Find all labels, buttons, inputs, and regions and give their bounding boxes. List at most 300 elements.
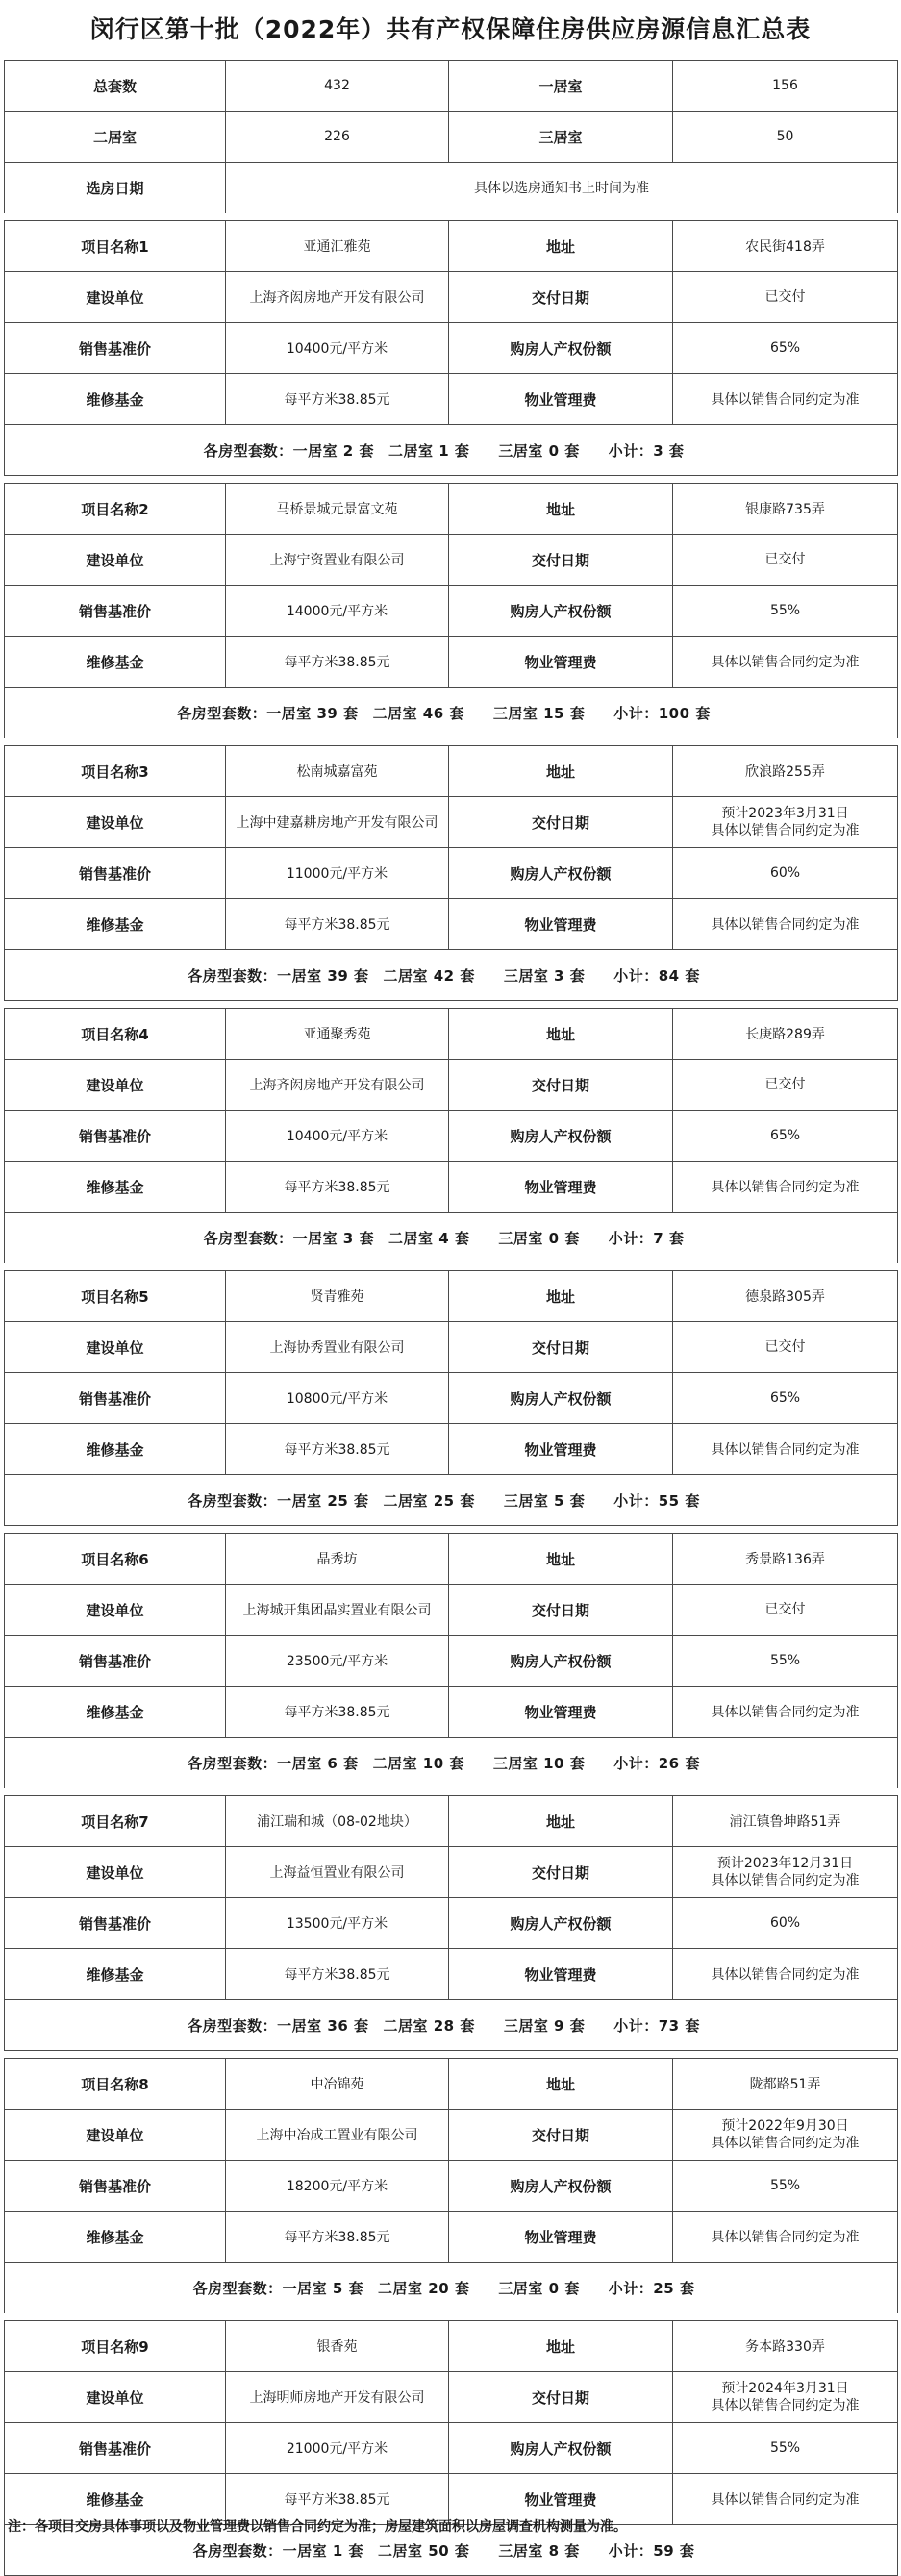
subtotal-value: 59 套 — [653, 2541, 695, 2560]
count-prefix: 各房型套数： — [188, 1491, 278, 1510]
subtotal-prefix: 小计： — [613, 1491, 659, 1510]
price-label: 销售基准价 — [5, 323, 226, 374]
three-bed-count: 三居室 9 套 — [503, 2016, 586, 2035]
share-label: 购房人产权份额 — [449, 323, 673, 374]
project-address: 务本路330弄 — [673, 2321, 898, 2372]
project-row — [5, 1322, 898, 1373]
subtotal-prefix: 小计： — [608, 2279, 654, 2297]
project-share: 65% — [673, 1373, 898, 1424]
one-bed-count: 一居室 39 套 — [277, 966, 369, 985]
three-bed-count: 三居室 8 套 — [498, 2541, 580, 2560]
project-share: 55% — [673, 1636, 898, 1687]
two-bed-count: 二居室 1 套 — [388, 441, 470, 460]
one-bed-count: 一居室 36 套 — [277, 2016, 369, 2035]
project-delivery — [673, 535, 898, 586]
three-bed-count: 三居室 3 套 — [503, 966, 586, 985]
room-count-row — [5, 2000, 898, 2051]
block-spacer — [5, 2051, 898, 2059]
share-label: 购房人产权份额 — [449, 1636, 673, 1687]
project-mgmt: 具体以销售合同约定为准 — [673, 637, 898, 688]
delivery-label: 交付日期 — [449, 797, 673, 848]
subtotal-value: 73 套 — [658, 2016, 700, 2035]
count-prefix: 各房型套数： — [203, 1229, 293, 1247]
housing-info-table — [4, 60, 898, 2576]
delivery-line-1: 预计2023年3月31日 — [721, 806, 849, 821]
share-label: 购房人产权份额 — [449, 848, 673, 899]
developer-label: 建设单位 — [5, 535, 226, 586]
project-name: 浦江瑞和城（08-02地块） — [226, 1796, 449, 1847]
project-address: 长庚路289弄 — [673, 1009, 898, 1060]
one-bed-count: 一居室 1 套 — [282, 2541, 364, 2560]
project-delivery — [673, 1585, 898, 1636]
subtotal-prefix: 小计： — [613, 966, 659, 985]
project-mgmt: 具体以销售合同约定为准 — [673, 1687, 898, 1738]
count-prefix: 各房型套数： — [188, 1754, 278, 1772]
project-delivery — [673, 797, 898, 848]
subtotal-prefix: 小计： — [613, 1754, 659, 1772]
project-address: 秀景路136弄 — [673, 1534, 898, 1585]
project-label: 项目名称5 — [5, 1271, 226, 1322]
count-prefix: 各房型套数： — [188, 966, 278, 985]
subtotal — [613, 965, 700, 986]
one-bed-count: 一居室 6 套 — [277, 1754, 359, 1772]
room-count-cell — [5, 1213, 898, 1263]
project-price: 14000元/平方米 — [226, 586, 449, 637]
three-bed-count: 三居室 15 套 — [492, 704, 586, 722]
room-count-cell — [5, 425, 898, 476]
project-row — [5, 2321, 898, 2372]
project-row — [5, 323, 898, 374]
two-bed-count: 二居室 4 套 — [388, 1229, 470, 1247]
project-developer: 上海宁资置业有限公司 — [226, 535, 449, 586]
project-price: 21000元/平方米 — [226, 2423, 449, 2474]
project-row — [5, 1796, 898, 1847]
footnote: 注：各项目交房具体事项以及物业管理费以销售合同约定为准；房屋建筑面积以房屋调查机构测量为准。 — [8, 2519, 627, 2535]
address-label: 地址 — [449, 484, 673, 535]
project-address: 欣浪路255弄 — [673, 746, 898, 797]
subtotal — [609, 440, 685, 461]
delivery-label: 交付日期 — [449, 1585, 673, 1636]
price-label: 销售基准价 — [5, 586, 226, 637]
fund-label: 维修基金 — [5, 637, 226, 688]
project-row — [5, 586, 898, 637]
block-spacer — [5, 1526, 898, 1534]
subtotal — [613, 2015, 700, 2036]
two-bed-count: 二居室 42 套 — [383, 966, 475, 985]
project-label: 项目名称3 — [5, 746, 226, 797]
project-price: 10800元/平方米 — [226, 1373, 449, 1424]
project-row — [5, 1424, 898, 1475]
project-label: 项目名称1 — [5, 221, 226, 272]
project-share: 55% — [673, 2423, 898, 2474]
mgmt-label: 物业管理费 — [449, 637, 673, 688]
spacer-cell — [5, 1001, 898, 1009]
project-row — [5, 2372, 898, 2423]
project-row — [5, 2161, 898, 2212]
project-delivery — [673, 2372, 898, 2423]
delivery-line-1: 已交付 — [764, 552, 806, 567]
fund-label: 维修基金 — [5, 2474, 226, 2525]
share-label: 购房人产权份额 — [449, 1373, 673, 1424]
delivery-label: 交付日期 — [449, 272, 673, 323]
project-delivery — [673, 2110, 898, 2161]
two-bed-count: 二居室 50 套 — [378, 2541, 470, 2560]
project-fund: 每平方米38.85元 — [226, 1949, 449, 2000]
project-price: 11000元/平方米 — [226, 848, 449, 899]
project-row — [5, 2059, 898, 2110]
three-bed-count: 三居室 0 套 — [498, 441, 580, 460]
fund-label: 维修基金 — [5, 374, 226, 425]
two-bed-value: 226 — [226, 112, 449, 163]
block-spacer — [5, 2313, 898, 2321]
spacer-cell — [5, 1526, 898, 1534]
project-label: 项目名称9 — [5, 2321, 226, 2372]
address-label: 地址 — [449, 1271, 673, 1322]
project-price: 10400元/平方米 — [226, 323, 449, 374]
project-share: 60% — [673, 1898, 898, 1949]
subtotal — [613, 1490, 700, 1511]
spacer-cell — [5, 738, 898, 746]
project-developer: 上海齐闳房地产开发有限公司 — [226, 272, 449, 323]
room-count-cell — [5, 1475, 898, 1526]
address-label: 地址 — [449, 221, 673, 272]
project-developer: 上海益恒置业有限公司 — [226, 1847, 449, 1898]
project-row — [5, 2212, 898, 2263]
developer-label: 建设单位 — [5, 272, 226, 323]
one-bed-count: 一居室 39 套 — [266, 704, 359, 722]
project-mgmt: 具体以销售合同约定为准 — [673, 1162, 898, 1213]
one-bed-count: 一居室 2 套 — [292, 441, 374, 460]
total-label: 总套数 — [5, 61, 226, 112]
project-name: 亚通汇雅苑 — [226, 221, 449, 272]
block-spacer — [5, 1263, 898, 1271]
subtotal-value: 84 套 — [658, 966, 700, 985]
share-label: 购房人产权份额 — [449, 586, 673, 637]
project-label: 项目名称6 — [5, 1534, 226, 1585]
subtotal-value: 26 套 — [658, 1754, 700, 1772]
project-developer: 上海城开集团晶实置业有限公司 — [226, 1585, 449, 1636]
spacer-cell — [5, 2051, 898, 2059]
mgmt-label: 物业管理费 — [449, 2474, 673, 2525]
project-mgmt: 具体以销售合同约定为准 — [673, 1424, 898, 1475]
one-bed-label: 一居室 — [449, 61, 673, 112]
project-name: 银香苑 — [226, 2321, 449, 2372]
project-address: 陇都路51弄 — [673, 2059, 898, 2110]
project-row — [5, 1898, 898, 1949]
project-mgmt: 具体以销售合同约定为准 — [673, 899, 898, 950]
delivery-label: 交付日期 — [449, 1060, 673, 1111]
project-row — [5, 1162, 898, 1213]
two-bed-label: 二居室 — [5, 112, 226, 163]
price-label: 销售基准价 — [5, 1373, 226, 1424]
room-count-cell — [5, 1738, 898, 1788]
project-row — [5, 1687, 898, 1738]
project-row — [5, 1373, 898, 1424]
fund-label: 维修基金 — [5, 1162, 226, 1213]
delivery-label: 交付日期 — [449, 2110, 673, 2161]
block-spacer — [5, 1001, 898, 1009]
subtotal — [609, 2540, 695, 2561]
spacer-cell — [5, 2313, 898, 2321]
spacer-cell — [5, 213, 898, 221]
block-spacer — [5, 213, 898, 221]
fund-label: 维修基金 — [5, 899, 226, 950]
project-address: 银康路735弄 — [673, 484, 898, 535]
room-count-cell — [5, 950, 898, 1001]
summary-row-total — [5, 61, 898, 112]
mgmt-label: 物业管理费 — [449, 1949, 673, 2000]
subtotal-prefix: 小计： — [608, 441, 654, 460]
address-label: 地址 — [449, 2321, 673, 2372]
project-mgmt: 具体以销售合同约定为准 — [673, 2474, 898, 2525]
project-mgmt: 具体以销售合同约定为准 — [673, 374, 898, 425]
project-delivery — [673, 1847, 898, 1898]
share-label: 购房人产权份额 — [449, 2161, 673, 2212]
project-price: 23500元/平方米 — [226, 1636, 449, 1687]
two-bed-count: 二居室 25 套 — [383, 1491, 475, 1510]
selection-date-label: 选房日期 — [5, 163, 226, 213]
summary-row-date — [5, 163, 898, 213]
delivery-label: 交付日期 — [449, 1847, 673, 1898]
project-row — [5, 797, 898, 848]
project-name: 松南城嘉富苑 — [226, 746, 449, 797]
delivery-line-1: 预计2022年9月30日 — [721, 2118, 849, 2134]
share-label: 购房人产权份额 — [449, 1111, 673, 1162]
mgmt-label: 物业管理费 — [449, 1687, 673, 1738]
project-label: 项目名称2 — [5, 484, 226, 535]
project-name: 亚通聚秀苑 — [226, 1009, 449, 1060]
share-label: 购房人产权份额 — [449, 1898, 673, 1949]
project-row — [5, 1111, 898, 1162]
project-row — [5, 848, 898, 899]
developer-label: 建设单位 — [5, 2372, 226, 2423]
three-bed-count: 三居室 0 套 — [498, 1229, 580, 1247]
project-row — [5, 374, 898, 425]
room-count-row — [5, 1475, 898, 1526]
project-fund: 每平方米38.85元 — [226, 637, 449, 688]
project-name: 贤青雅苑 — [226, 1271, 449, 1322]
project-address: 农民街418弄 — [673, 221, 898, 272]
block-spacer — [5, 1788, 898, 1796]
project-developer: 上海中建嘉耕房地产开发有限公司 — [226, 797, 449, 848]
project-row — [5, 1949, 898, 2000]
delivery-label: 交付日期 — [449, 2372, 673, 2423]
fund-label: 维修基金 — [5, 1949, 226, 2000]
subtotal-prefix: 小计： — [608, 1229, 654, 1247]
delivery-line-1: 预计2024年3月31日 — [721, 2381, 849, 2396]
price-label: 销售基准价 — [5, 1636, 226, 1687]
three-bed-count: 三居室 5 套 — [503, 1491, 586, 1510]
table-body — [5, 61, 898, 2576]
project-fund: 每平方米38.85元 — [226, 2474, 449, 2525]
room-count-row — [5, 688, 898, 738]
count-prefix: 各房型套数： — [203, 441, 293, 460]
project-row — [5, 221, 898, 272]
subtotal-value: 3 套 — [653, 441, 685, 460]
spacer-cell — [5, 1263, 898, 1271]
price-label: 销售基准价 — [5, 1898, 226, 1949]
project-fund: 每平方米38.85元 — [226, 1687, 449, 1738]
three-bed-count: 三居室 10 套 — [492, 1754, 586, 1772]
address-label: 地址 — [449, 1796, 673, 1847]
project-row — [5, 899, 898, 950]
price-label: 销售基准价 — [5, 1111, 226, 1162]
developer-label: 建设单位 — [5, 1585, 226, 1636]
project-developer: 上海协秀置业有限公司 — [226, 1322, 449, 1373]
spacer-cell — [5, 476, 898, 484]
price-label: 销售基准价 — [5, 2423, 226, 2474]
block-spacer — [5, 476, 898, 484]
two-bed-count: 二居室 10 套 — [372, 1754, 464, 1772]
fund-label: 维修基金 — [5, 1687, 226, 1738]
price-label: 销售基准价 — [5, 2161, 226, 2212]
one-bed-count: 一居室 25 套 — [277, 1491, 369, 1510]
delivery-label: 交付日期 — [449, 1322, 673, 1373]
project-name: 晶秀坊 — [226, 1534, 449, 1585]
mgmt-label: 物业管理费 — [449, 374, 673, 425]
one-bed-value: 156 — [673, 61, 898, 112]
project-row — [5, 272, 898, 323]
mgmt-label: 物业管理费 — [449, 1162, 673, 1213]
delivery-line-1: 已交付 — [764, 1602, 806, 1617]
room-count-row — [5, 425, 898, 476]
subtotal-prefix: 小计： — [613, 2016, 659, 2035]
total-value: 432 — [226, 61, 449, 112]
fund-label: 维修基金 — [5, 1424, 226, 1475]
project-row — [5, 1636, 898, 1687]
mgmt-label: 物业管理费 — [449, 1424, 673, 1475]
project-row — [5, 535, 898, 586]
project-label: 项目名称7 — [5, 1796, 226, 1847]
project-row — [5, 1534, 898, 1585]
project-row — [5, 1585, 898, 1636]
developer-label: 建设单位 — [5, 797, 226, 848]
project-share: 60% — [673, 848, 898, 899]
room-count-cell — [5, 688, 898, 738]
room-count-cell — [5, 2263, 898, 2313]
count-prefix: 各房型套数： — [188, 2016, 278, 2035]
developer-label: 建设单位 — [5, 2110, 226, 2161]
subtotal-value: 100 套 — [658, 704, 711, 722]
subtotal-value: 55 套 — [658, 1491, 700, 1510]
project-price: 18200元/平方米 — [226, 2161, 449, 2212]
one-bed-count: 一居室 5 套 — [282, 2279, 364, 2297]
project-developer: 上海中冶成工置业有限公司 — [226, 2110, 449, 2161]
project-price: 10400元/平方米 — [226, 1111, 449, 1162]
share-label: 购房人产权份额 — [449, 2423, 673, 2474]
three-bed-value: 50 — [673, 112, 898, 163]
project-delivery — [673, 1060, 898, 1111]
project-name: 中冶锦苑 — [226, 2059, 449, 2110]
project-mgmt: 具体以销售合同约定为准 — [673, 1949, 898, 2000]
developer-label: 建设单位 — [5, 1060, 226, 1111]
project-row — [5, 2423, 898, 2474]
project-row — [5, 1847, 898, 1898]
room-count-row — [5, 2263, 898, 2313]
project-developer: 上海明师房地产开发有限公司 — [226, 2372, 449, 2423]
selection-date-value: 具体以选房通知书上时间为准 — [226, 163, 898, 213]
summary-row-rooms — [5, 112, 898, 163]
address-label: 地址 — [449, 2059, 673, 2110]
delivery-line-1: 已交付 — [764, 289, 806, 305]
subtotal — [609, 1228, 685, 1248]
delivery-line-2: 具体以销售合同约定为准 — [711, 2398, 860, 2413]
project-row — [5, 1060, 898, 1111]
subtotal-prefix: 小计： — [613, 704, 659, 722]
project-fund: 每平方米38.85元 — [226, 1424, 449, 1475]
project-row — [5, 1271, 898, 1322]
project-row — [5, 1009, 898, 1060]
count-prefix: 各房型套数： — [177, 704, 267, 722]
project-delivery — [673, 272, 898, 323]
room-count-row — [5, 950, 898, 1001]
project-row — [5, 746, 898, 797]
project-label: 项目名称4 — [5, 1009, 226, 1060]
subtotal — [609, 2278, 695, 2298]
spacer-cell — [5, 1788, 898, 1796]
subtotal-value: 7 套 — [653, 1229, 685, 1247]
project-share: 55% — [673, 2161, 898, 2212]
mgmt-label: 物业管理费 — [449, 899, 673, 950]
delivery-line-2: 具体以销售合同约定为准 — [711, 2136, 860, 2151]
delivery-line-1: 预计2023年12月31日 — [716, 1856, 854, 1871]
address-label: 地址 — [449, 1534, 673, 1585]
room-count-row — [5, 1738, 898, 1788]
one-bed-count: 一居室 3 套 — [292, 1229, 374, 1247]
project-row — [5, 637, 898, 688]
subtotal — [613, 703, 711, 723]
subtotal-prefix: 小计： — [608, 2541, 654, 2560]
project-fund: 每平方米38.85元 — [226, 374, 449, 425]
two-bed-count: 二居室 20 套 — [378, 2279, 470, 2297]
developer-label: 建设单位 — [5, 1847, 226, 1898]
developer-label: 建设单位 — [5, 1322, 226, 1373]
address-label: 地址 — [449, 1009, 673, 1060]
subtotal — [613, 1753, 700, 1773]
delivery-line-2: 具体以销售合同约定为准 — [711, 1873, 860, 1888]
two-bed-count: 二居室 28 套 — [383, 2016, 475, 2035]
project-developer: 上海齐闳房地产开发有限公司 — [226, 1060, 449, 1111]
address-label: 地址 — [449, 746, 673, 797]
project-share: 65% — [673, 1111, 898, 1162]
fund-label: 维修基金 — [5, 2212, 226, 2263]
two-bed-count: 二居室 46 套 — [372, 704, 464, 722]
block-spacer — [5, 738, 898, 746]
page-title: 闵行区第十批（2022年）共有产权保障住房供应房源信息汇总表 — [89, 15, 812, 43]
delivery-label: 交付日期 — [449, 535, 673, 586]
project-address: 德泉路305弄 — [673, 1271, 898, 1322]
project-delivery — [673, 1322, 898, 1373]
room-count-row — [5, 1213, 898, 1263]
subtotal-value: 25 套 — [653, 2279, 695, 2297]
count-prefix: 各房型套数： — [192, 2279, 283, 2297]
project-share: 65% — [673, 323, 898, 374]
three-bed-count: 三居室 0 套 — [498, 2279, 580, 2297]
mgmt-label: 物业管理费 — [449, 2212, 673, 2263]
delivery-line-2: 具体以销售合同约定为准 — [711, 823, 860, 838]
delivery-line-1: 已交付 — [764, 1339, 806, 1355]
project-share: 55% — [673, 586, 898, 637]
price-label: 销售基准价 — [5, 848, 226, 899]
project-fund: 每平方米38.85元 — [226, 899, 449, 950]
project-price: 13500元/平方米 — [226, 1898, 449, 1949]
project-fund: 每平方米38.85元 — [226, 1162, 449, 1213]
project-row — [5, 2110, 898, 2161]
project-address: 浦江镇鲁坤路51弄 — [673, 1796, 898, 1847]
three-bed-label: 三居室 — [449, 112, 673, 163]
count-prefix: 各房型套数： — [192, 2541, 283, 2560]
room-count-cell — [5, 2000, 898, 2051]
